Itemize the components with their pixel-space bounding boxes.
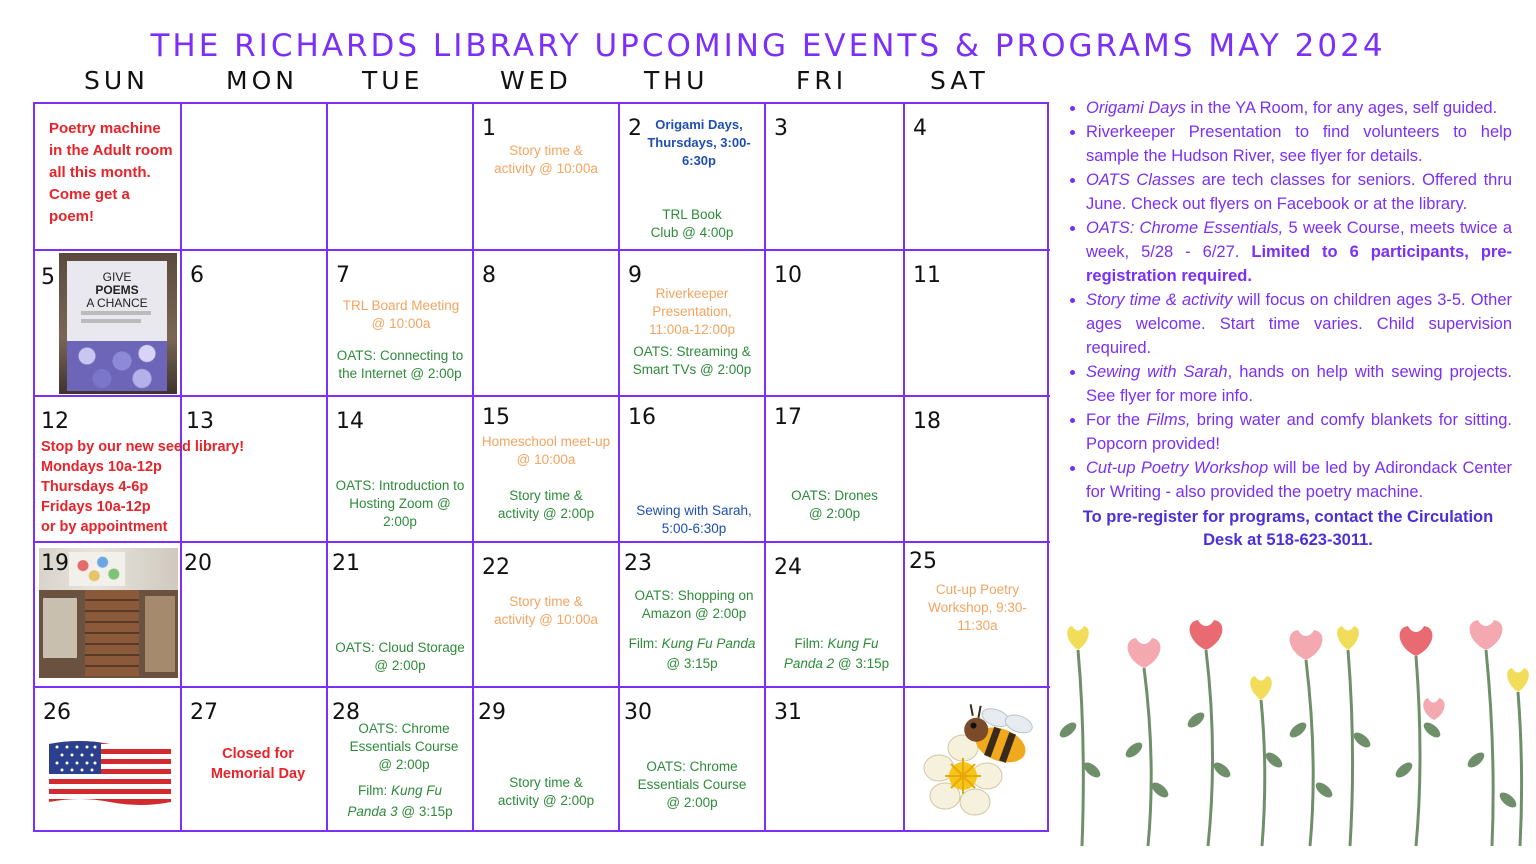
film-title: Kung Fu Panda 3 bbox=[347, 783, 443, 819]
note-term: Origami Days bbox=[1086, 99, 1186, 117]
note-story-time bbox=[1086, 288, 1512, 360]
note-oats bbox=[1086, 168, 1512, 216]
calendar-cell-may-19[interactable] bbox=[35, 543, 182, 688]
event-oats-chrome: OATS: Chrome Essentials Course @ 2:00p bbox=[349, 721, 459, 772]
note-sewing bbox=[1086, 360, 1512, 408]
calendar-cell-may-14[interactable] bbox=[328, 397, 474, 543]
poster-line: A CHANCE bbox=[86, 296, 148, 310]
event-film-kung-fu-panda-3 bbox=[342, 780, 458, 822]
day-number: 5 bbox=[41, 265, 55, 290]
day-header-sun: SUN bbox=[84, 66, 149, 95]
note-term: Story time & activity bbox=[1086, 291, 1233, 309]
calendar-cell-may-7[interactable] bbox=[328, 251, 474, 397]
event-oats-cloud: OATS: Cloud Storage @ 2:00p bbox=[335, 640, 465, 673]
day-number: 29 bbox=[478, 700, 506, 725]
event-oats-zoom: OATS: Introduction to Hosting Zoom @ 2:00p bbox=[335, 478, 465, 529]
film-prefix: Film: bbox=[628, 636, 662, 651]
calendar-grid bbox=[33, 102, 1049, 832]
note-text: will focus on children ages 3-5. Other ages welcome. Start time varies. Child supervision required. bbox=[1086, 291, 1512, 357]
event-film-kung-fu-panda bbox=[622, 634, 762, 674]
event-book-club: TRL Book Club @ 4:00p bbox=[650, 207, 734, 240]
film-prefix: Film: bbox=[357, 783, 391, 798]
day-number: 15 bbox=[482, 405, 510, 430]
calendar-cell-may-29[interactable] bbox=[474, 688, 620, 830]
note-origami bbox=[1086, 96, 1512, 120]
note-text: For the bbox=[1086, 411, 1147, 429]
seed-library-line: Fridays 10a-12p bbox=[41, 499, 151, 515]
film-title: Kung Fu Panda 2 bbox=[783, 636, 879, 671]
calendar-cell-may-5[interactable] bbox=[35, 251, 182, 397]
american-flag-icon bbox=[49, 738, 171, 808]
calendar-cell-may-31[interactable] bbox=[766, 688, 905, 830]
note-chrome-essentials bbox=[1086, 216, 1512, 288]
day-header-tue: TUE bbox=[362, 66, 424, 95]
calendar-cell-may-2[interactable] bbox=[620, 104, 766, 251]
day-number: 30 bbox=[624, 700, 652, 725]
event-oats-streaming: OATS: Streaming & Smart TVs @ 2:00p bbox=[632, 344, 752, 377]
event-origami-days: Origami Days, Thursdays, 3:00- 6:30p bbox=[647, 117, 751, 168]
day-header-mon: MON bbox=[226, 66, 298, 95]
day-number: 20 bbox=[184, 551, 212, 576]
day-number: 17 bbox=[774, 405, 802, 430]
day-number: 14 bbox=[336, 409, 364, 434]
day-number: 11 bbox=[913, 263, 941, 288]
bee-flower-icon bbox=[913, 698, 1041, 818]
event-oats-amazon: OATS: Shopping on Amazon @ 2:00p bbox=[634, 588, 754, 621]
event-riverkeeper: Riverkeeper Presentation, 11:00a-12:00p bbox=[648, 286, 736, 337]
poetry-machine-photo bbox=[59, 253, 177, 394]
day-number: 9 bbox=[628, 263, 642, 288]
day-number: 12 bbox=[41, 409, 69, 434]
calendar-cell-may-18[interactable] bbox=[905, 397, 1050, 543]
film-prefix: Film: bbox=[794, 636, 828, 651]
film-time: @ 3:15p bbox=[666, 656, 718, 671]
seed-library-line: or by appointment bbox=[41, 519, 168, 535]
calendar-cell-may-9[interactable] bbox=[620, 251, 766, 397]
calendar-cell-may-15[interactable] bbox=[474, 397, 620, 543]
calendar-cell-may-24[interactable] bbox=[766, 543, 905, 688]
calendar-cell-may-22[interactable] bbox=[474, 543, 620, 688]
day-header-wed: WED bbox=[500, 66, 572, 95]
day-number: 3 bbox=[774, 116, 788, 141]
calendar-cell-may-16[interactable] bbox=[620, 397, 766, 543]
note-emphasis: Limited to 6 participants, pre-registration required. bbox=[1086, 243, 1512, 285]
event-film-kung-fu-panda-2 bbox=[780, 634, 893, 674]
note-text: bring water and comfy blankets for sitting. Popcorn provided! bbox=[1086, 411, 1513, 453]
day-number: 13 bbox=[186, 409, 214, 434]
note-term: OATS Classes bbox=[1086, 171, 1196, 189]
day-number: 4 bbox=[913, 116, 927, 141]
calendar-cell-may-27[interactable] bbox=[182, 688, 328, 830]
day-number: 2 bbox=[628, 116, 642, 141]
seed-library-line: Mondays 10a-12p bbox=[41, 459, 162, 475]
calendar-cell-may-6[interactable] bbox=[182, 251, 328, 397]
calendar-cell-may-21[interactable] bbox=[328, 543, 474, 688]
event-oats-drones: OATS: Drones @ 2:00p bbox=[791, 488, 878, 521]
day-header-sat: SAT bbox=[930, 66, 989, 95]
day-number: 16 bbox=[628, 405, 656, 430]
day-number: 31 bbox=[774, 700, 802, 725]
note-text: will be led by Adirondack Center for Writing - also provided the poetry machine. bbox=[1086, 459, 1512, 501]
note-text: are tech classes for seniors. Offered thru June. Check out flyers on Facebook or at the library. bbox=[1086, 171, 1512, 213]
day-number: 19 bbox=[41, 551, 69, 576]
day-number: 27 bbox=[190, 700, 218, 725]
poetry-machine-note: Poetry machine in the Adult room all this month. Come get a poem! bbox=[49, 120, 173, 225]
event-story-time: Story time & activity @ 2:00p bbox=[497, 488, 595, 521]
day-header-thu: THU bbox=[644, 66, 709, 95]
calendar-cell-may-30[interactable] bbox=[620, 688, 766, 830]
day-number: 8 bbox=[482, 263, 496, 288]
note-text: , hands on help with sewing projects. See flyer for more info. bbox=[1086, 363, 1512, 405]
seed-library-line: Stop by our new seed library! bbox=[41, 439, 245, 455]
calendar-cell-poetry-note bbox=[35, 104, 182, 251]
event-story-time: Story time & activity @ 10:00a bbox=[494, 143, 598, 176]
event-oats-internet: OATS: Connecting to the Internet @ 2:00p bbox=[336, 348, 464, 381]
note-term: Films, bbox=[1146, 411, 1191, 429]
note-term: Sewing with Sarah bbox=[1086, 363, 1228, 381]
film-time: @ 3:15p bbox=[397, 804, 453, 819]
day-number: 18 bbox=[913, 409, 941, 434]
event-story-time: Story time & activity @ 2:00p bbox=[497, 775, 595, 808]
note-films bbox=[1086, 408, 1512, 456]
calendar-cell-empty bbox=[182, 104, 328, 251]
note-term: OATS: Chrome Essentials, bbox=[1086, 219, 1284, 237]
poster-line: POEMS bbox=[95, 283, 139, 297]
calendar-cell-may-20[interactable] bbox=[182, 543, 328, 688]
closed-memorial-day: Closed for Memorial Day bbox=[210, 746, 306, 782]
note-term: Cut-up Poetry Workshop bbox=[1086, 459, 1269, 477]
day-number: 24 bbox=[774, 555, 802, 580]
calendar-cell-empty bbox=[905, 688, 1050, 830]
event-sewing: Sewing with Sarah, 5:00-6:30p bbox=[636, 503, 752, 536]
note-text: Riverkeeper Presentation to find volunteers to help sample the Hudson River, see flyer for details. bbox=[1086, 123, 1512, 165]
note-text: in the YA Room, for any ages, self guided. bbox=[1185, 99, 1498, 117]
calendar-cell-may-28[interactable] bbox=[328, 688, 474, 830]
calendar-cell-may-1[interactable] bbox=[474, 104, 620, 251]
film-time: @ 3:15p bbox=[834, 656, 890, 671]
day-number: 26 bbox=[43, 700, 71, 725]
calendar-cell-may-8[interactable] bbox=[474, 251, 620, 397]
note-cut-up-poetry bbox=[1086, 456, 1512, 504]
calendar-cell-may-23[interactable] bbox=[620, 543, 766, 688]
note-riverkeeper bbox=[1086, 120, 1512, 168]
note-text: 5 week Course, meets twice a week, 5/28 - 6/27. bbox=[1086, 219, 1512, 261]
day-number: 7 bbox=[336, 263, 350, 288]
seed-library-line: Thursdays 4-6p bbox=[41, 479, 149, 495]
calendar-cell-may-10[interactable] bbox=[766, 251, 905, 397]
calendar-cell-may-25[interactable] bbox=[905, 543, 1050, 688]
day-number: 6 bbox=[190, 263, 204, 288]
page-title: THE RICHARDS LIBRARY UPCOMING EVENTS & PROGRAMS MAY 2024 bbox=[150, 28, 1386, 64]
event-cut-up-poetry: Cut-up Poetry Workshop, 9:30-11:30a bbox=[928, 582, 1027, 633]
day-header-fri: FRI bbox=[796, 66, 848, 95]
day-number: 21 bbox=[332, 551, 360, 576]
day-number: 1 bbox=[482, 116, 496, 141]
flowers-illustration bbox=[1056, 620, 1532, 850]
pre-register-contact: To pre-register for programs, contact the Circulation Desk at 518-623-3011. bbox=[1082, 508, 1494, 549]
event-story-time: Story time & activity @ 10:00a bbox=[494, 594, 598, 627]
day-number: 25 bbox=[909, 549, 937, 574]
day-number: 22 bbox=[482, 555, 510, 580]
calendar-cell-may-4[interactable] bbox=[905, 104, 1050, 251]
calendar-cell-may-3[interactable] bbox=[766, 104, 905, 251]
calendar-cell-may-11[interactable] bbox=[905, 251, 1050, 397]
film-title: Kung Fu Panda bbox=[661, 636, 756, 651]
calendar-cell-empty bbox=[328, 104, 474, 251]
calendar-cell-may-26[interactable] bbox=[35, 688, 182, 830]
event-homeschool: Homeschool meet-up @ 10:00a bbox=[481, 434, 611, 467]
program-notes bbox=[1064, 96, 1512, 552]
day-number: 10 bbox=[774, 263, 802, 288]
day-number: 28 bbox=[332, 700, 360, 725]
event-oats-chrome: OATS: Chrome Essentials Course @ 2:00p bbox=[637, 759, 747, 810]
calendar-cell-may-17[interactable] bbox=[766, 397, 905, 543]
day-number: 23 bbox=[624, 551, 652, 576]
event-board-meeting: TRL Board Meeting @ 10:00a bbox=[342, 298, 460, 331]
poster-line: GIVE bbox=[102, 270, 132, 284]
